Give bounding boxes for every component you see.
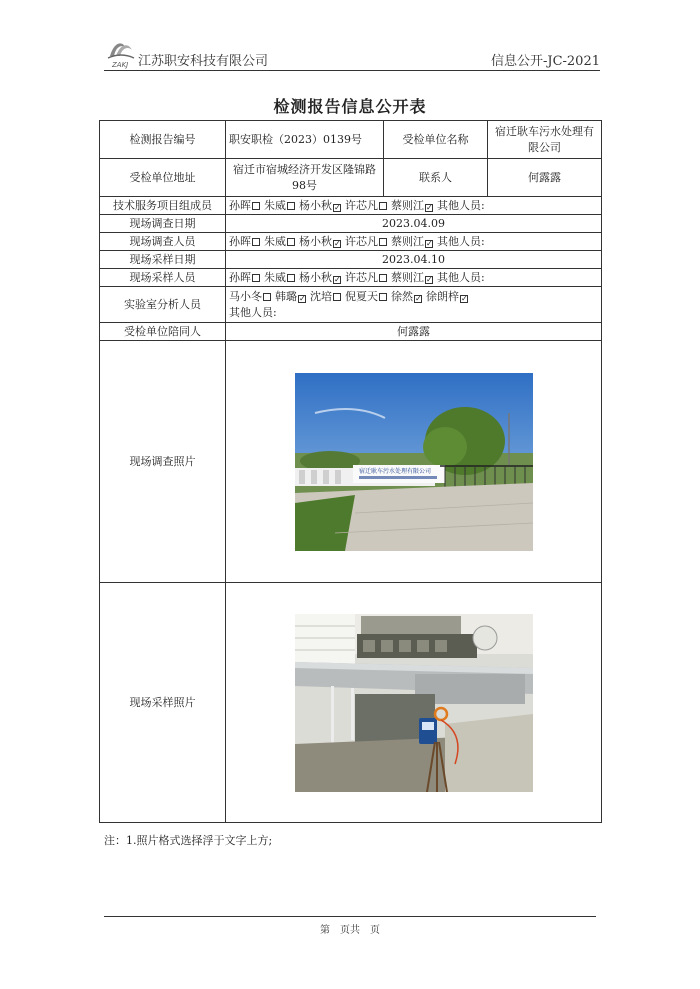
checkbox-icon[interactable] — [287, 238, 295, 246]
contact-value: 何露露 — [488, 159, 602, 197]
person-name: 朱威 — [264, 270, 286, 284]
others-label: 其他人员: — [437, 198, 485, 212]
lab-others-line — [229, 305, 598, 321]
person-name: 蔡则江 — [391, 234, 424, 248]
checkbox-icon[interactable] — [379, 238, 387, 246]
person-name: 徐然 — [391, 289, 413, 303]
person-name: 许芯凡 — [345, 198, 378, 212]
survey-staff-value — [226, 233, 602, 251]
person-name: 韩璐 — [275, 289, 297, 303]
header-rule — [104, 70, 600, 71]
person-name: 倪夏天 — [345, 289, 378, 303]
person-name: 徐朗梓 — [426, 289, 459, 303]
checkbox-icon[interactable] — [379, 274, 387, 282]
sampling-photo-label: 现场采样照片 — [100, 583, 226, 823]
checkbox-icon[interactable] — [333, 293, 341, 301]
sampling-photo-cell — [226, 583, 602, 823]
report-no-value: 职安职检（2023）0139号 — [226, 121, 384, 159]
others-label: 其他人员: — [229, 305, 277, 319]
escort-label: 受检单位陪同人 — [100, 323, 226, 341]
sampling-staff-value — [226, 269, 602, 287]
person-name: 杨小秋 — [299, 198, 332, 212]
others-label: 其他人员: — [437, 234, 485, 248]
person-name: 杨小秋 — [299, 234, 332, 248]
person-name: 孙晖 — [229, 270, 251, 284]
checked-box-icon[interactable]: ✓ — [426, 238, 433, 248]
checkbox-icon[interactable] — [287, 274, 295, 282]
client-name-value: 宿迁耿车污水处理有限公司 — [488, 121, 602, 159]
person-name: 许芯凡 — [345, 234, 378, 248]
lab-people-line — [229, 289, 598, 305]
client-addr-value: 宿迁市宿城经济开发区隆锦路98号 — [226, 159, 384, 197]
report-no-label: 检测报告编号 — [100, 121, 226, 159]
checkbox-icon[interactable] — [263, 293, 271, 301]
svg-text:ZAKJ: ZAKJ — [112, 61, 129, 69]
footnote: 注：1.照片格式选择浮于文字上方; — [104, 834, 273, 847]
person-name: 许芯凡 — [345, 270, 378, 284]
company-logo-icon — [104, 34, 138, 70]
lab-staff-value — [226, 287, 602, 323]
checkbox-icon[interactable] — [252, 238, 260, 246]
sampling-staff-label: 现场采样人员 — [100, 269, 226, 287]
checkbox-icon[interactable] — [252, 202, 260, 210]
document-code: 信息公开-JC-2021 — [490, 54, 600, 69]
person-name: 朱威 — [264, 198, 286, 212]
sampling-photo — [295, 614, 533, 792]
checked-box-icon[interactable]: ✓ — [415, 293, 422, 303]
checked-box-icon[interactable]: ✓ — [299, 293, 306, 303]
page-header — [104, 34, 600, 72]
photo-sign-text: 宿迁耿车污水处理有限公司 — [358, 467, 431, 475]
person-name: 孙晖 — [229, 234, 251, 248]
checked-box-icon[interactable]: ✓ — [334, 274, 341, 284]
checked-box-icon[interactable]: ✓ — [334, 202, 341, 212]
footer-rule — [104, 916, 596, 917]
others-label: 其他人员: — [437, 270, 485, 284]
person-name: 朱威 — [264, 234, 286, 248]
person-name: 孙晖 — [229, 198, 251, 212]
escort-value: 何露露 — [226, 323, 602, 341]
survey-photo-cell — [226, 341, 602, 583]
sampling-date-label: 现场采样日期 — [100, 251, 226, 269]
person-name: 蔡则江 — [391, 270, 424, 284]
person-name: 马小冬 — [229, 289, 262, 303]
checkbox-icon[interactable] — [379, 293, 387, 301]
contact-label: 联系人 — [384, 159, 488, 197]
checked-box-icon[interactable]: ✓ — [426, 274, 433, 284]
checkbox-icon[interactable] — [252, 274, 260, 282]
lab-staff-label: 实验室分析人员 — [100, 287, 226, 323]
survey-photo — [295, 373, 533, 551]
client-addr-label: 受检单位地址 — [100, 159, 226, 197]
tech-team-value — [226, 197, 602, 215]
survey-date-value: 2023.04.09 — [226, 215, 602, 233]
client-name-label: 受检单位名称 — [384, 121, 488, 159]
person-name: 杨小秋 — [299, 270, 332, 284]
person-name: 沈培 — [310, 289, 332, 303]
company-name: 江苏职安科技有限公司 — [138, 54, 269, 69]
checkbox-icon[interactable] — [379, 202, 387, 210]
page-footer: 第 页共 页 — [320, 925, 380, 936]
tech-team-label: 技术服务项目组成员 — [100, 197, 226, 215]
checked-box-icon[interactable]: ✓ — [426, 202, 433, 212]
checkbox-icon[interactable] — [287, 202, 295, 210]
survey-staff-label: 现场调查人员 — [100, 233, 226, 251]
info-table — [99, 120, 602, 823]
checked-box-icon[interactable]: ✓ — [461, 293, 468, 303]
person-name: 蔡则江 — [391, 198, 424, 212]
sampling-date-value: 2023.04.10 — [226, 251, 602, 269]
survey-photo-label: 现场调查照片 — [100, 341, 226, 583]
survey-date-label: 现场调查日期 — [100, 215, 226, 233]
checked-box-icon[interactable]: ✓ — [334, 238, 341, 248]
page-title: 检测报告信息公开表 — [273, 97, 427, 116]
